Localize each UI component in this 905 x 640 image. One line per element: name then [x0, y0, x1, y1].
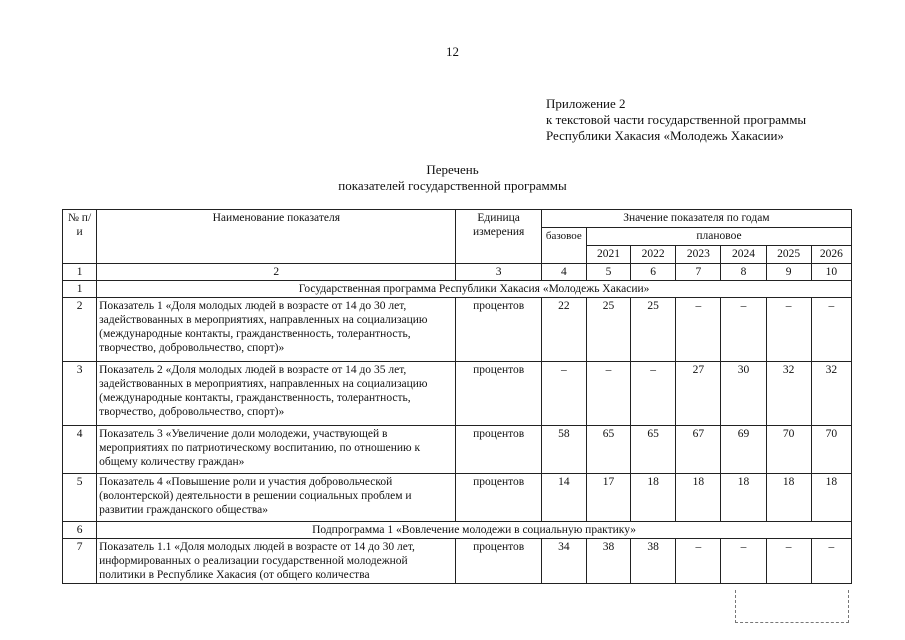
- indicator-value: 32: [811, 362, 851, 426]
- appendix-caption: [546, 96, 806, 144]
- indicator-value: 32: [766, 362, 811, 426]
- header-base: базовое: [541, 228, 586, 264]
- indicator-unit: процентов: [456, 426, 541, 474]
- header-year: 2022: [631, 246, 676, 264]
- header-planned: плановое: [586, 228, 851, 246]
- header-year: 2024: [721, 246, 766, 264]
- title-line: показателей государственной программы: [338, 178, 567, 193]
- row-number: 2: [63, 298, 97, 362]
- indicator-value: –: [676, 539, 721, 584]
- indicator-value: –: [811, 298, 851, 362]
- section-row: [63, 522, 852, 539]
- indicator-value: –: [586, 362, 630, 426]
- column-number: 1: [63, 264, 97, 281]
- column-number: 5: [586, 264, 630, 281]
- indicator-value: 69: [721, 426, 766, 474]
- indicator-value: 22: [541, 298, 586, 362]
- indicator-unit: процентов: [456, 298, 541, 362]
- indicator-value: 17: [586, 474, 630, 522]
- row-number: 3: [63, 362, 97, 426]
- header-year: 2023: [676, 246, 721, 264]
- indicator-value: 27: [676, 362, 721, 426]
- header-year: 2025: [766, 246, 811, 264]
- indicator-value: 65: [631, 426, 676, 474]
- row-number: 7: [63, 539, 97, 584]
- section-row: [63, 281, 852, 298]
- row-number: 6: [63, 522, 97, 539]
- indicator-value: 30: [721, 362, 766, 426]
- header-num: № п/и: [63, 210, 97, 264]
- header-year: 2026: [811, 246, 851, 264]
- table-row: [63, 474, 852, 522]
- column-number: 9: [766, 264, 811, 281]
- indicator-value: 38: [631, 539, 676, 584]
- indicator-value: 25: [586, 298, 630, 362]
- indicator-value: –: [631, 362, 676, 426]
- indicator-name: Показатель 4 «Повышение роли и участия добровольческой (волонтерской) деятельности в решении социальных проблем и развитии гражданского общества»: [97, 474, 456, 522]
- indicator-value: 67: [676, 426, 721, 474]
- column-number: 3: [456, 264, 541, 281]
- table-row: [63, 426, 852, 474]
- indicator-value: –: [766, 539, 811, 584]
- section-title: Государственная программа Республики Хакасия «Молодежь Хакасии»: [97, 281, 852, 298]
- indicator-unit: процентов: [456, 362, 541, 426]
- indicator-value: –: [811, 539, 851, 584]
- column-number: 4: [541, 264, 586, 281]
- indicator-name: Показатель 1 «Доля молодых людей в возрасте от 14 до 30 лет, задействованных в мероприятиях, направленных на социализацию (международные контакты, гражданственность, толерантность, творчество, добровольчество, спорт)»: [97, 298, 456, 362]
- indicator-value: –: [721, 298, 766, 362]
- indicator-name: Показатель 1.1 «Доля молодых людей в возрасте от 14 до 30 лет, информированных о реализации государственной молодежной политики в Республике Хакасия (от общего количества: [97, 539, 456, 584]
- indicator-value: 18: [631, 474, 676, 522]
- indicators-table: [62, 209, 852, 584]
- section-title: Подпрограмма 1 «Вовлечение молодежи в социальную практику»: [97, 522, 852, 539]
- document-title: [0, 162, 905, 194]
- column-number: 6: [631, 264, 676, 281]
- indicator-name: Показатель 2 «Доля молодых людей в возрасте от 14 до 35 лет, задействованных в мероприятиях, направленных на социализацию (международные контакты, гражданственность, толерантность, творчество, добровольчество, спорт)»: [97, 362, 456, 426]
- indicator-value: –: [721, 539, 766, 584]
- indicator-value: 18: [676, 474, 721, 522]
- document-stamp: [735, 590, 849, 623]
- indicator-value: 18: [721, 474, 766, 522]
- table-row: [63, 362, 852, 426]
- title-line: Перечень: [426, 162, 479, 177]
- indicator-unit: процентов: [456, 539, 541, 584]
- appendix-line: к текстовой части государственной программы: [546, 112, 807, 127]
- indicator-value: –: [541, 362, 586, 426]
- header-year: 2021: [586, 246, 630, 264]
- header-name: Наименование показателя: [97, 210, 456, 264]
- indicator-value: 38: [586, 539, 630, 584]
- indicator-value: 70: [811, 426, 851, 474]
- column-number: 2: [97, 264, 456, 281]
- indicator-value: 70: [766, 426, 811, 474]
- indicator-value: 34: [541, 539, 586, 584]
- row-number: 5: [63, 474, 97, 522]
- indicator-value: –: [766, 298, 811, 362]
- indicator-value: 18: [766, 474, 811, 522]
- table-row: [63, 539, 852, 584]
- column-number: 8: [721, 264, 766, 281]
- appendix-line: Приложение 2: [546, 96, 626, 111]
- page-number: 12: [446, 44, 459, 59]
- header-unit: Единица измерения: [456, 210, 541, 264]
- indicator-value: 65: [586, 426, 630, 474]
- row-number: 4: [63, 426, 97, 474]
- indicator-name: Показатель 3 «Увеличение доли молодежи, участвующей в мероприятиях по патриотическому воспитанию, по отношению к общему количеству граждан»: [97, 426, 456, 474]
- indicator-value: –: [676, 298, 721, 362]
- indicator-unit: процентов: [456, 474, 541, 522]
- column-number: 10: [811, 264, 851, 281]
- table-row: [63, 298, 852, 362]
- column-number: 7: [676, 264, 721, 281]
- header-values-group: Значение показателя по годам: [541, 210, 851, 228]
- indicator-value: 18: [811, 474, 851, 522]
- row-number: 1: [63, 281, 97, 298]
- indicator-value: 58: [541, 426, 586, 474]
- indicator-value: 14: [541, 474, 586, 522]
- indicator-value: 25: [631, 298, 676, 362]
- appendix-line: Республики Хакасия «Молодежь Хакасии»: [546, 128, 784, 143]
